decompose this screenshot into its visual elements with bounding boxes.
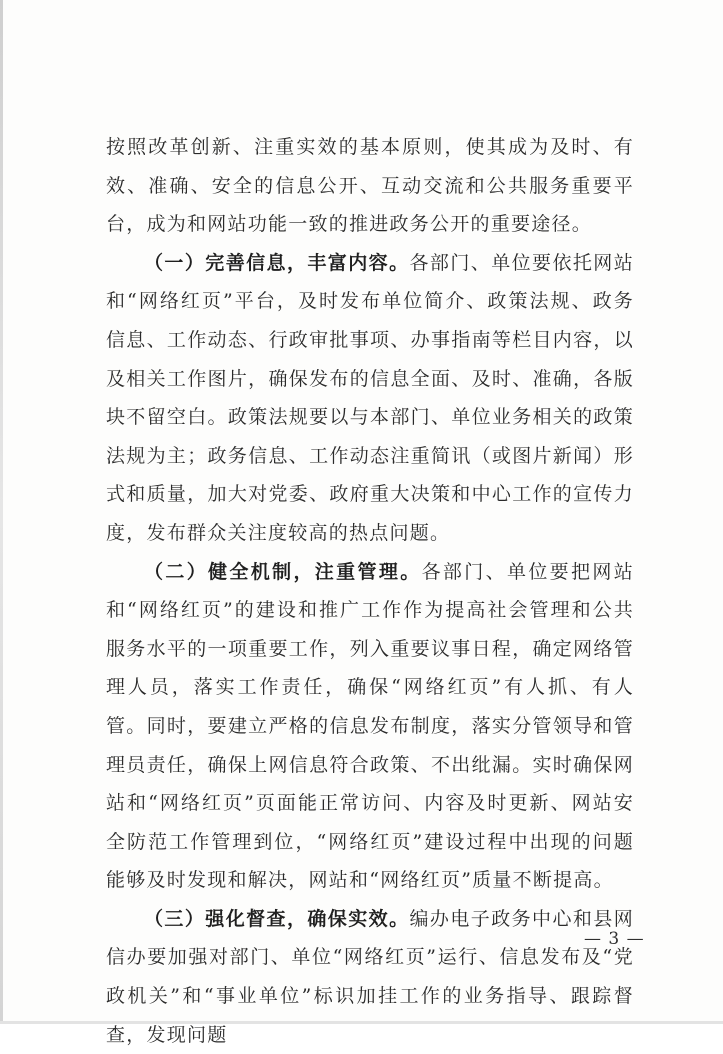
document-body bbox=[106, 128, 634, 1054]
paragraph-section-3 bbox=[106, 900, 634, 1054]
paragraph-intro bbox=[106, 128, 634, 244]
section-2-heading: （二）健全机制，注重管理。 bbox=[144, 560, 422, 583]
paragraph-section-2 bbox=[106, 553, 634, 900]
scan-edge-left bbox=[0, 0, 3, 1024]
section-3-text: 编办电子政务中心和县网信办要加强对部门、单位“网络红页”运行、信息发布及“党政机关”和“事业单位”标识加挂工作的业务指导、跟踪督查，发现问题 bbox=[106, 907, 634, 1046]
section-1-text: 各部门、单位要依托网站和“网络红页”平台，及时发布单位简介、政策法规、政务信息、工作动态、行政审批事项、办事指南等栏目内容，以及相关工作图片，确保发布的信息全面、及时、准确，各版块不留空白。政策法规要以与本部门、单位业务相关的政策法规为主；政务信息、工作动态注重简讯（或图片新闻）形式和质量，加大对党委、政府重大决策和中心工作的宣传力度，发布群众关注度较高的热点问题。 bbox=[106, 251, 634, 544]
page-number: — 3 — bbox=[584, 929, 645, 949]
section-1-heading: （一）完善信息，丰富内容。 bbox=[144, 251, 410, 274]
paragraph-section-1 bbox=[106, 244, 634, 553]
paragraph-intro-text: 按照改革创新、注重实效的基本原则，使其成为及时、有效、准确、安全的信息公开、互动交流和公共服务重要平台，成为和网站功能一致的推进政务公开的重要途径。 bbox=[106, 136, 634, 236]
section-3-heading: （三）强化督查，确保实效。 bbox=[144, 907, 410, 930]
section-2-text: 各部门、单位要把网站和“网络红页”的建设和推广工作作为提高社会管理和公共服务水平的一项重要工作，列入重要议事日程，确定网络管理人员，落实工作责任，确保“网络红页”有人抓、有人管。同时，要建立严格的信息发布制度，落实分管领导和管理员责任，确保上网信息符合政策、不出纰漏。实时确保网站和“网络红页”页面能正常访问、内容及时更新、网站安全防范工作管理到位，“网络红页”建设过程中出现的问题能够及时发现和解决，网站和“网络红页”质量不断提高。 bbox=[106, 560, 634, 892]
